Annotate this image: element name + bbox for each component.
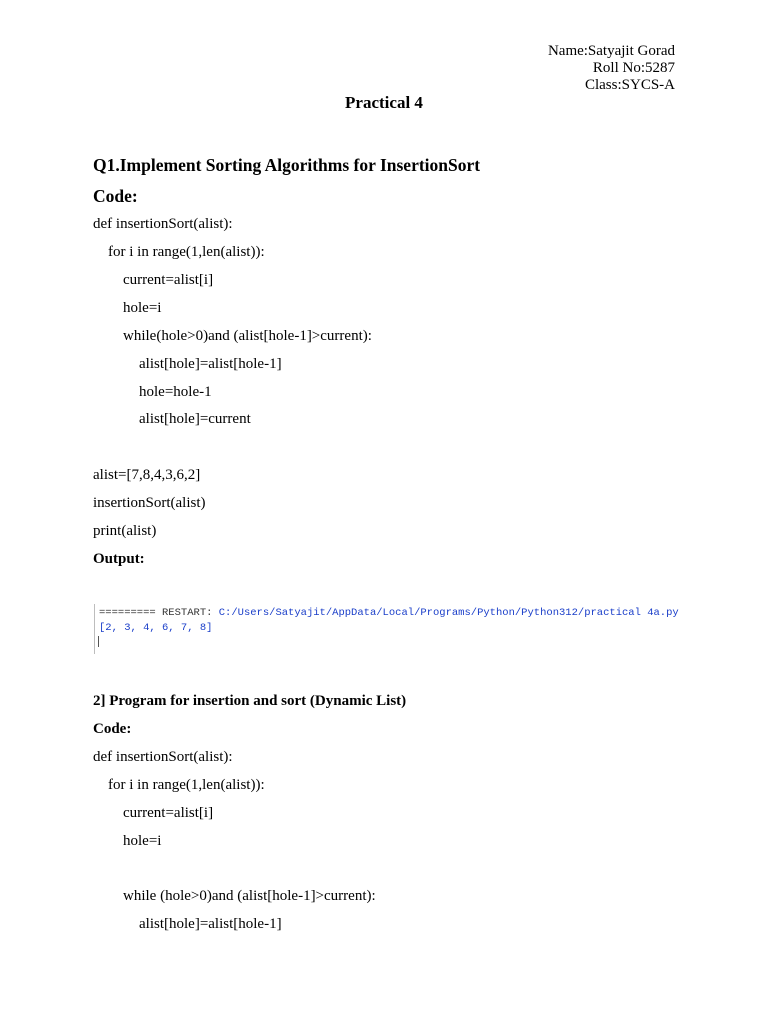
code-line: alist[hole]=alist[hole-1] bbox=[139, 916, 282, 932]
code-line: def insertionSort(alist): bbox=[93, 749, 233, 765]
code-line: alist[hole]=current bbox=[139, 411, 251, 427]
console-output-screenshot bbox=[94, 604, 695, 654]
code-line: for i in range(1,len(alist)): bbox=[108, 777, 265, 793]
q1-output-label: Output: bbox=[93, 551, 145, 567]
console-path: C:/Users/Satyajit/AppData/Local/Programs/Python/Python312/practical 4a.py bbox=[218, 607, 679, 619]
code-line: alist=[7,8,4,3,6,2] bbox=[93, 467, 201, 483]
console-restart-line bbox=[99, 607, 679, 619]
code-line: current=alist[i] bbox=[123, 272, 214, 288]
code-line: while (hole>0)and (alist[hole-1]>current): bbox=[123, 888, 376, 904]
q2-code-label: Code: bbox=[93, 721, 132, 737]
q1-code-label: Code: bbox=[93, 186, 138, 206]
code-line: current=alist[i] bbox=[123, 805, 214, 821]
code-line: def insertionSort(alist): bbox=[93, 216, 233, 232]
code-line: while(hole>0)and (alist[hole-1]>current): bbox=[123, 328, 372, 344]
code-line: insertionSort(alist) bbox=[93, 495, 206, 511]
q1-heading: Q1.Implement Sorting Algorithms for InsertionSort bbox=[93, 155, 481, 175]
page-title: Practical 4 bbox=[345, 93, 423, 112]
code-line: for i in range(1,len(alist)): bbox=[108, 244, 265, 260]
console-restart-text: ========= RESTART: bbox=[99, 607, 219, 619]
console-result: [2, 3, 4, 6, 7, 8] bbox=[99, 622, 213, 634]
roll-number: Roll No:5287 bbox=[592, 60, 675, 76]
code-line: alist[hole]=alist[hole-1] bbox=[139, 356, 282, 372]
student-name: Name:Satyajit Gorad bbox=[547, 43, 675, 59]
q2-heading: 2] Program for insertion and sort (Dynamic List) bbox=[93, 693, 407, 709]
code-line: hole=i bbox=[123, 833, 162, 849]
code-line: hole=hole-1 bbox=[139, 384, 212, 400]
code-line: print(alist) bbox=[93, 523, 157, 539]
code-line: hole=i bbox=[123, 300, 162, 316]
class-name: Class:SYCS-A bbox=[584, 77, 675, 93]
text-caret bbox=[98, 636, 99, 647]
